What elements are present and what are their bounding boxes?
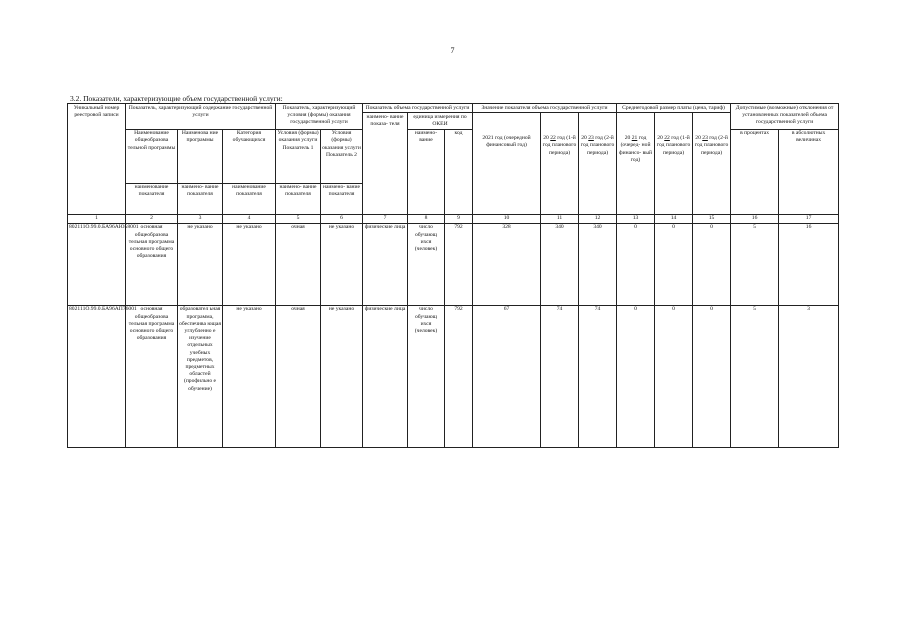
- cell-unit-name: число обучающ ихся (человек): [408, 305, 445, 447]
- cell-value-year-2: 74: [579, 305, 617, 447]
- column-number-row: [68, 214, 839, 223]
- header-indicator-name: наимено- вание показа- теля: [363, 113, 408, 214]
- cell-condition-2: не указано: [321, 305, 363, 447]
- volume-indicators-table: [67, 103, 839, 448]
- page-number: 7: [450, 46, 455, 55]
- header-sub-condition-1: Условия (формы) оказания услуги Показатель 1: [276, 129, 321, 183]
- header-price-year-0: 20 21 год (очеред- ной финансо- вый год): [617, 113, 655, 214]
- cell-value-year-2: 340: [579, 223, 617, 305]
- cell-deviation-percent: 5: [731, 223, 779, 305]
- column-number: 7: [363, 214, 408, 223]
- column-number: 3: [178, 214, 223, 223]
- cell-condition-1: очная: [276, 223, 321, 305]
- header-indicator-name-5: наимено- вание показателя: [276, 183, 321, 214]
- cell-category: не указано: [223, 305, 276, 447]
- cell-program: основная общеобразова тельная программа основного общего образования: [126, 223, 178, 305]
- cell-registry-id: 802111О.99.0.БА96АП76001: [68, 305, 126, 447]
- header-sub-program-name: Наименова ние программы: [178, 129, 223, 183]
- header-unit-name: наимено- вание: [408, 129, 445, 214]
- column-number: 17: [779, 214, 839, 223]
- cell-deviation-absolute: 3: [779, 305, 839, 447]
- header-indicator-name-2: наименование показателя: [126, 183, 178, 214]
- cell-condition-1: очная: [276, 305, 321, 447]
- table-row: [68, 305, 839, 447]
- column-number: 6: [321, 214, 363, 223]
- header-value-year-0: 2021 год (очередной финансовый год): [473, 113, 541, 214]
- header-volume-group: Показатель объема государственной услуги: [363, 104, 473, 113]
- header-conditions-group: Показатель, характеризующий условия (формы) оказания государственной услуги: [276, 104, 363, 130]
- section-title: 3.2. Показатели, характеризующие объем государственной услуги:: [70, 94, 283, 103]
- cell-program-name: образовател ьная программа, обеспечива ющая углубленно е изучение отдельных учебных предметов, предметных областей (профильно е обучение): [178, 305, 223, 447]
- cell-deviation-absolute: 16: [779, 223, 839, 305]
- cell-price-year-0: 0: [617, 305, 655, 447]
- cell-value-year-0: 67: [473, 305, 541, 447]
- header-row-1: [68, 104, 839, 113]
- cell-indicator: физические лица: [363, 305, 408, 447]
- column-number: 11: [541, 214, 579, 223]
- cell-price-year-2: 0: [693, 223, 731, 305]
- column-number: 9: [445, 214, 473, 223]
- header-deviation-percent: в процентах: [731, 129, 779, 214]
- header-indicator-name-6: наимено- вание показателя: [321, 183, 363, 214]
- column-number: 1: [68, 214, 126, 223]
- header-indicator-name-4: наименование показателя: [223, 183, 276, 214]
- header-value-group: Значение показателя объема государственной услуги: [473, 104, 617, 113]
- column-number: 15: [693, 214, 731, 223]
- column-number: 13: [617, 214, 655, 223]
- cell-category: не указано: [223, 223, 276, 305]
- column-number: 10: [473, 214, 541, 223]
- header-sub-condition-2: Условия (формы) оказания услуги Показатель 2: [321, 129, 363, 183]
- cell-program-name: не указано: [178, 223, 223, 305]
- header-sub-program: Наименование общеобразова тельной программы: [126, 129, 178, 183]
- header-indicator-name-3: наимено- вание показателя: [178, 183, 223, 214]
- cell-unit-name: число обучающ ихся (человек): [408, 223, 445, 305]
- table-row: [68, 223, 839, 305]
- column-number: 14: [655, 214, 693, 223]
- column-number: 2: [126, 214, 178, 223]
- cell-value-year-1: 74: [541, 305, 579, 447]
- header-value-year-2: 20 23 год (2-й год планового периода): [579, 113, 617, 214]
- cell-unit-code: 792: [445, 223, 473, 305]
- cell-value-year-0: 328: [473, 223, 541, 305]
- cell-price-year-2: 0: [693, 305, 731, 447]
- header-value-year-1: 20 22 год (1-й год планового периода): [541, 113, 579, 214]
- header-content-group: Показатель, характеризующий содержание государственной услуги: [126, 104, 276, 130]
- header-deviation-group: Допустимые (возможные) отклонения от установленных показателей объема государственной услуги: [731, 104, 839, 130]
- header-sub-category: Категория обучающихся: [223, 129, 276, 183]
- cell-price-year-1: 0: [655, 223, 693, 305]
- header-deviation-absolute: в абсолютных величинах: [779, 129, 839, 214]
- column-number: 4: [223, 214, 276, 223]
- header-price-year-1: 20 22 год (1-й год планового периода): [655, 113, 693, 214]
- cell-price-year-0: 0: [617, 223, 655, 305]
- header-price-year-2: 20 23 год (2-й год планового периода): [693, 113, 731, 214]
- header-unit-okei: единица измерения по ОКЕИ: [408, 113, 473, 129]
- header-price-group: Среднегодовой размер платы (цена, тариф): [617, 104, 731, 113]
- cell-deviation-percent: 5: [731, 305, 779, 447]
- cell-unit-code: 792: [445, 305, 473, 447]
- cell-registry-id: 802111О.99.0.БА96АЮ58001: [68, 223, 126, 305]
- cell-price-year-1: 0: [655, 305, 693, 447]
- header-unique-number: Уникальный номер реестровой записи: [68, 104, 126, 215]
- column-number: 16: [731, 214, 779, 223]
- cell-condition-2: не указано: [321, 223, 363, 305]
- column-number: 8: [408, 214, 445, 223]
- column-number: 5: [276, 214, 321, 223]
- column-number: 12: [579, 214, 617, 223]
- header-unit-code: код: [445, 129, 473, 214]
- cell-indicator: физические лица: [363, 223, 408, 305]
- cell-program: основная общеобразова тельная программа основного общего образования: [126, 305, 178, 447]
- cell-value-year-1: 340: [541, 223, 579, 305]
